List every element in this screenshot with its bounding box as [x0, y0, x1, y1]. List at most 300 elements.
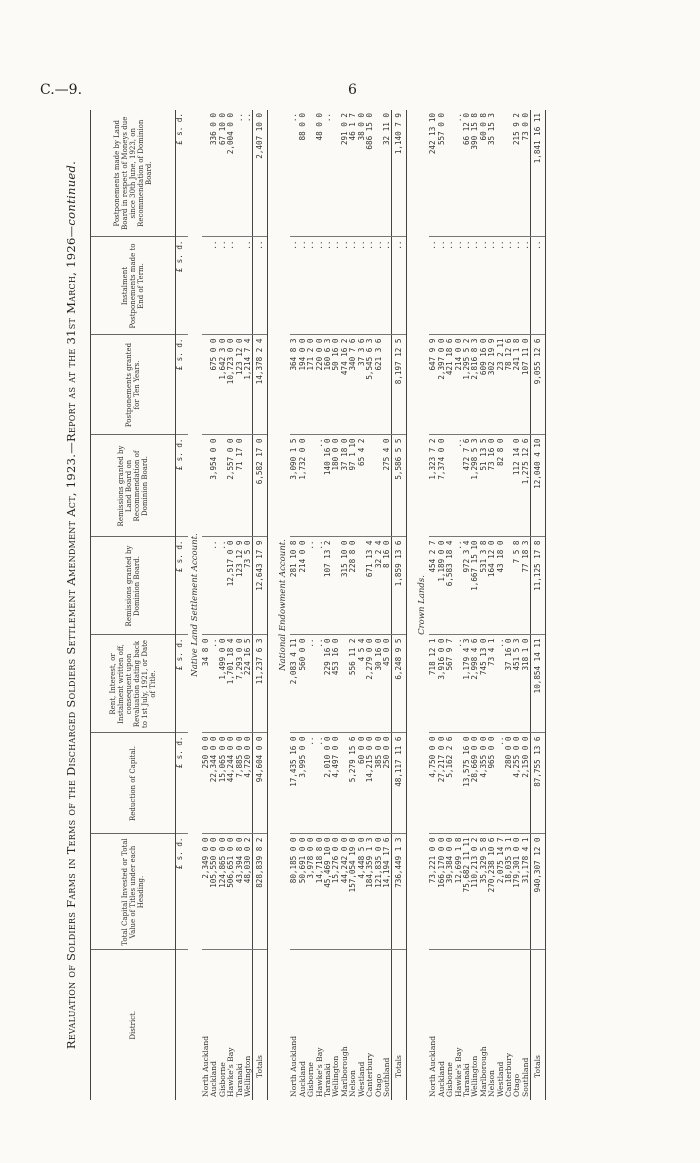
amount-cell: 44,244 0 0 — [227, 733, 235, 834]
amount-cell: .. — [446, 237, 454, 335]
table-row — [244, 110, 253, 1100]
spacer-cell — [268, 110, 277, 1100]
amount-cell: 17,435 16 0 — [290, 733, 298, 834]
amount-cell: 15,065 0 0 — [219, 733, 227, 834]
amount-cell: 385 0 0 — [375, 733, 383, 834]
amount-cell: 451 5 3 — [513, 635, 521, 733]
amount-cell: 124,865 0 0 — [219, 834, 227, 950]
units-label: £ s. d. — [176, 110, 189, 237]
amount-cell: 621 3 6 — [375, 335, 383, 435]
amount-cell: 302 19 9 — [488, 335, 496, 435]
amount-cell: .. — [341, 237, 349, 335]
amount-cell: .. — [497, 237, 505, 335]
amount-cell: 46 1 7 — [349, 110, 357, 237]
totals-label: Totals — [392, 950, 407, 1100]
amount-cell: 10,723 0 0 — [227, 335, 235, 435]
total-amount-cell: 12,040 4 10 — [531, 435, 546, 537]
amount-cell: .. — [455, 237, 463, 335]
amount-cell: .. — [210, 237, 218, 335]
district-name: Wellington — [331, 1055, 341, 1097]
section-heading-row — [276, 110, 290, 1100]
amount-cell: 15,276 0 0 — [332, 834, 340, 950]
units-blank — [176, 950, 189, 1100]
amount-cell: 32 2 4 — [375, 537, 383, 635]
total-amount-cell: 1,859 13 6 — [392, 537, 407, 635]
amount-cell: 39,384 0 0 — [446, 834, 454, 950]
amount-cell: 22,344 0 0 — [210, 733, 218, 834]
amount-cell: 1,179 4 3 — [463, 635, 471, 733]
amount-cell: 336 0 0 — [210, 110, 218, 237]
table-row — [513, 110, 521, 1100]
amount-cell: 2,150 0 0 — [522, 733, 531, 834]
amount-cell: 7,293 0 0 — [236, 635, 244, 733]
total-amount-cell: 94,604 0 0 — [253, 733, 268, 834]
amount-cell: .. — [358, 237, 366, 335]
amount-cell: .. — [227, 237, 235, 335]
totals-row — [253, 110, 268, 1100]
table-row — [383, 110, 392, 1100]
table-row — [324, 110, 332, 1100]
amount-cell: .. — [366, 237, 374, 335]
amount-cell: .. — [236, 110, 244, 237]
total-amount-cell: 48,117 11 6 — [392, 733, 407, 834]
amount-cell: 4,497 0 0 — [332, 733, 340, 834]
amount-cell: 43 18 0 — [497, 537, 505, 635]
district-name: Auckland — [436, 1061, 446, 1097]
amount-cell: 179,301 0 0 — [513, 834, 521, 950]
section-heading: National Endowment Account. — [278, 539, 289, 671]
spacer-row — [268, 110, 277, 1100]
amount-cell: 88 0 0 — [299, 110, 307, 237]
table-row — [236, 110, 244, 1100]
amount-cell: 73,221 0 0 — [429, 834, 437, 950]
total-amount-cell: 14,378 2 4 — [253, 335, 268, 435]
amount-cell: 220 0 0 — [316, 335, 324, 435]
header-row — [91, 110, 176, 1100]
amount-cell: 972 3 4 — [463, 537, 471, 635]
amount-cell: 2,010 0 0 — [324, 733, 332, 834]
amount-cell: 1,214 7 4 — [244, 335, 253, 435]
amount-cell: 50,691 0 0 — [299, 834, 307, 950]
amount-cell: 30 16 0 — [375, 635, 383, 733]
amount-cell: 340 7 6 — [349, 335, 357, 435]
amount-cell: .. — [349, 237, 357, 335]
amount-cell: 123 12 0 — [236, 335, 244, 435]
amount-cell: 1,701 18 4 — [227, 635, 235, 733]
report-title-main: Revaluation of Soldiers Farms in Terms of the Discharged Soldiers Settlement Amendment Act, 1923.—Report as at the 31st March, 1926— — [64, 225, 78, 1050]
amount-cell: 4,720 0 0 — [244, 733, 253, 834]
total-amount-cell: 5,586 5 5 — [392, 435, 407, 537]
amount-cell: 224 16 5 — [244, 635, 253, 733]
amount-cell: 60 0 8 — [480, 110, 488, 237]
district-name: Gisborne — [445, 1062, 455, 1097]
amount-cell: .. — [471, 237, 479, 335]
amount-cell: .. — [497, 635, 505, 733]
amount-cell: 5,279 15 6 — [349, 733, 357, 834]
units-label: £ s. d. — [176, 237, 189, 335]
amount-cell — [497, 110, 505, 237]
amount-cell: 31,178 4 1 — [522, 834, 531, 950]
amount-cell: 364 8 3 — [290, 335, 298, 435]
amount-cell: 73 4 1 — [488, 635, 496, 733]
total-amount-cell: 11,125 17 8 — [531, 537, 546, 635]
amount-cell: 1,732 0 0 — [299, 435, 307, 537]
amount-cell: 180 0 0 — [332, 435, 340, 537]
district-name: Southland — [520, 1057, 530, 1097]
spacer-cell — [407, 110, 416, 1100]
amount-cell: 1,667 15 10 — [471, 537, 479, 635]
amount-cell: 97 1 10 — [349, 435, 357, 537]
district-name: Taranaki — [461, 1063, 471, 1097]
table-row — [358, 110, 366, 1100]
amount-cell: 2,397 0 0 — [438, 335, 446, 435]
table-row — [429, 110, 437, 1100]
amount-cell — [446, 435, 454, 537]
amount-cell: 280 0 0 — [505, 733, 513, 834]
amount-cell: 5,162 2 6 — [446, 733, 454, 834]
totals-label: Totals — [253, 950, 268, 1100]
district-name: Marlborough — [339, 1046, 349, 1097]
amount-cell: 1,298 5 3 — [471, 435, 479, 537]
amount-cell: 4,448 5 0 — [358, 834, 366, 950]
col-remissions-dominion: Remissions granted by Dominion Board. — [91, 537, 176, 635]
amount-cell: 27,217 0 0 — [438, 733, 446, 834]
amount-cell: .. — [480, 237, 488, 335]
amount-cell: 14,215 0 0 — [366, 733, 374, 834]
amount-cell: 1,323 7 2 — [429, 435, 437, 537]
table-row — [455, 110, 463, 1100]
amount-cell: 166,170 0 0 — [438, 834, 446, 950]
amount-cell: .. — [383, 237, 392, 335]
table-row — [488, 110, 496, 1100]
amount-cell: 38 0 0 — [358, 110, 366, 237]
amount-cell: 48 0 0 — [316, 110, 324, 237]
amount-cell: 229 16 0 — [324, 635, 332, 733]
table-row — [505, 110, 513, 1100]
amount-cell: 171 2 0 — [307, 335, 315, 435]
amount-cell: 472 7 6 — [463, 435, 471, 537]
amount-cell — [202, 237, 210, 335]
amount-cell: .. — [299, 237, 307, 335]
amount-cell: 73 5 0 — [244, 537, 253, 635]
col-remissions-land-board: Remissions granted by Land Board on Recommendation of Dominion Board. — [91, 435, 176, 537]
amount-cell: 390 15 8 — [471, 110, 479, 237]
totals-row — [392, 110, 407, 1100]
amount-cell: .. — [210, 537, 218, 635]
total-amount-cell: 11,237 6 3 — [253, 635, 268, 733]
col-reduction-capital: Reduction of Capital. — [91, 733, 176, 834]
amount-cell: 73 0 0 — [522, 110, 531, 237]
amount-cell: 609 16 0 — [480, 335, 488, 435]
district-name: Southland — [381, 1057, 391, 1097]
amount-cell: 5,545 6 3 — [366, 335, 374, 435]
report-title — [64, 110, 78, 1100]
amount-cell: 3,978 0 0 — [307, 834, 315, 950]
district-name: Gisborne — [217, 1062, 227, 1097]
units-label: £ s. d. — [176, 733, 189, 834]
amount-cell: 3,916 0 0 — [438, 635, 446, 733]
amount-cell: 44,242 0 0 — [341, 834, 349, 950]
amount-cell: 567 9 7 — [446, 635, 454, 733]
district-name: Hawke's Bay — [226, 1047, 236, 1097]
amount-cell — [202, 537, 210, 635]
amount-cell: 1,499 0 0 — [219, 635, 227, 733]
total-amount-cell: 8,197 12 5 — [392, 335, 407, 435]
amount-cell: 2,998 4 6 — [471, 635, 479, 733]
amount-cell: 67 10 0 — [219, 110, 227, 237]
table-row — [480, 110, 488, 1100]
amount-cell: 3,090 1 5 — [290, 435, 298, 537]
district-name: Auckland — [209, 1061, 219, 1097]
district-name: North Auckland — [289, 1035, 299, 1097]
table-row — [341, 110, 349, 1100]
col-district: District. — [91, 950, 176, 1100]
amount-cell: 560 0 0 — [299, 635, 307, 733]
amount-cell: 14,718 8 0 — [316, 834, 324, 950]
amount-cell: 140 16 0 — [324, 435, 332, 537]
district-name: Gisborne — [306, 1062, 316, 1097]
amount-cell: .. — [455, 537, 463, 635]
amount-cell: 2,349 0 0 — [202, 834, 210, 950]
amount-cell: 112 14 0 — [513, 435, 521, 537]
amount-cell: 215 9 2 — [513, 110, 521, 237]
total-amount-cell: 6,248 9 5 — [392, 635, 407, 733]
amount-cell: .. — [522, 237, 531, 335]
page-number: 6 — [348, 82, 357, 98]
district-name: Marlborough — [478, 1046, 488, 1097]
district-name: Nelson — [487, 1070, 497, 1097]
total-amount-cell: 10,854 14 11 — [531, 635, 546, 733]
amount-cell: 2,557 0 0 — [227, 435, 235, 537]
amount-cell: 315 10 0 — [341, 537, 349, 635]
units-label: £ s. d. — [176, 537, 189, 635]
amount-cell: 110,213 0 2 — [471, 834, 479, 950]
col-postponements-ten-years: Postponements granted for Ten Years. — [91, 335, 176, 435]
section-heading: Crown Lands. — [417, 575, 428, 635]
amount-cell: 2,816 8 3 — [471, 335, 479, 435]
amount-cell: .. — [316, 537, 324, 635]
amount-cell: 228 8 0 — [349, 537, 357, 635]
total-amount-cell: 87,755 13 6 — [531, 733, 546, 834]
amount-cell: 164 12 0 — [488, 537, 496, 635]
amount-cell: .. — [463, 237, 471, 335]
amount-cell: 250 0 0 — [202, 733, 210, 834]
section-heading-row — [188, 110, 202, 1100]
amount-cell: 557 0 0 — [438, 110, 446, 237]
section-heading-row — [415, 110, 429, 1100]
district-name: Westland — [356, 1061, 366, 1097]
amount-cell: 82 8 0 — [497, 435, 505, 537]
total-amount-cell: 1,841 16 11 — [531, 110, 546, 237]
amount-cell: .. — [324, 237, 332, 335]
table-row — [210, 110, 218, 1100]
amount-cell: 281 10 8 — [290, 537, 298, 635]
amount-cell: 157,054 19 0 — [349, 834, 357, 950]
amount-cell: .. — [497, 733, 505, 834]
amount-cell: 318 1 0 — [522, 635, 531, 733]
amount-cell: 12,699 1 8 — [455, 834, 463, 950]
units-label: £ s. d. — [176, 435, 189, 537]
amount-cell: 671 13 4 — [366, 537, 374, 635]
amount-cell: .. — [219, 237, 227, 335]
amount-cell: .. — [244, 110, 253, 237]
amount-cell: 241 1 8 — [513, 335, 521, 435]
amount-cell: .. — [316, 435, 324, 537]
table-row — [219, 110, 227, 1100]
amount-cell — [383, 335, 392, 435]
district-name: Auckland — [297, 1061, 307, 1097]
amount-cell: 48,030 0 2 — [244, 834, 253, 950]
table-row — [349, 110, 357, 1100]
col-postponements-land-board: Postponements made by Land Board in respect of Moneys due since 30th June, 1923, on Recommendation of Dominion Board. — [91, 110, 176, 237]
table-row — [497, 110, 505, 1100]
units-label: £ s. d. — [176, 335, 189, 435]
amount-cell: .. — [307, 635, 315, 733]
amount-cell: .. — [455, 635, 463, 733]
amount-cell: 71 17 0 — [236, 435, 244, 537]
amount-cell: 1,642 3 0 — [219, 335, 227, 435]
units-label: £ s. d. — [176, 635, 189, 733]
table-row — [438, 110, 446, 1100]
amount-cell — [307, 435, 315, 537]
amount-cell: 50 16 0 — [332, 335, 340, 435]
district-name: Westland — [495, 1061, 505, 1097]
total-amount-cell: 2,407 10 0 — [253, 110, 268, 237]
amount-cell: .. — [505, 237, 513, 335]
amount-cell: 270,238 10 6 — [488, 834, 496, 950]
total-amount-cell: 940,307 12 0 — [531, 834, 546, 950]
amount-cell: 242 13 10 — [429, 110, 437, 237]
amount-cell: 123 12 9 — [236, 537, 244, 635]
amount-cell: 718 12 1 — [429, 635, 437, 733]
revaluation-table — [90, 110, 546, 1100]
table-row — [522, 110, 531, 1100]
amount-cell: 3,995 0 0 — [299, 733, 307, 834]
amount-cell: 51 13 5 — [480, 435, 488, 537]
table-row — [202, 110, 210, 1100]
district-name: North Auckland — [201, 1035, 210, 1097]
amount-cell: 1,275 12 6 — [522, 435, 531, 537]
total-amount-cell: .. — [392, 237, 407, 335]
amount-cell: 7 5 8 — [513, 537, 521, 635]
amount-cell: 107 13 2 — [324, 537, 332, 635]
amount-cell: 75,682 11 11 — [463, 834, 471, 950]
amount-cell: 34 8 0 — [202, 635, 210, 733]
amount-cell: 675 0 0 — [210, 335, 218, 435]
report-table-container — [90, 110, 546, 1100]
total-amount-cell: 1,140 7 9 — [392, 110, 407, 237]
total-amount-cell: 12,643 17 9 — [253, 537, 268, 635]
amount-cell: 43,394 8 0 — [236, 834, 244, 950]
amount-cell: 7,885 0 0 — [236, 733, 244, 834]
totals-label: Totals — [531, 950, 546, 1100]
document-code: C.—9. — [40, 82, 83, 98]
amount-cell: 275 4 0 — [383, 435, 392, 537]
col-written-off: Rent, Interest, or Instalment written off, consequent upon Revaluation dating back to 1st July, 1921, or Date of Title. — [91, 635, 176, 733]
amount-cell: 250 0 0 — [383, 733, 392, 834]
spacer-row — [407, 110, 416, 1100]
table-row — [375, 110, 383, 1100]
amount-cell: 18,035 3 1 — [505, 834, 513, 950]
amount-cell: 35,329 5 8 — [480, 834, 488, 950]
amount-cell: 35 15 3 — [488, 110, 496, 237]
amount-cell: .. — [316, 635, 324, 733]
district-name: Canterbury — [365, 1052, 375, 1097]
amount-cell: 4,750 0 0 — [429, 733, 437, 834]
units-row — [176, 110, 189, 1100]
amount-cell: 556 11 2 — [349, 635, 357, 733]
amount-cell: 686 15 0 — [366, 110, 374, 237]
table-row — [227, 110, 235, 1100]
amount-cell: 453 16 0 — [332, 635, 340, 733]
amount-cell — [244, 435, 253, 537]
amount-cell: 45 0 0 — [383, 635, 392, 733]
amount-cell: 73 16 0 — [488, 435, 496, 537]
amount-cell: 105,550 0 0 — [210, 834, 218, 950]
amount-cell: 37 3 6 — [358, 335, 366, 435]
amount-cell: 7,374 0 0 — [438, 435, 446, 537]
amount-cell: 8 16 0 — [383, 537, 392, 635]
section-heading: Native Land Settlement Account. — [190, 533, 200, 677]
table-row — [299, 110, 307, 1100]
amount-cell: 2,279 0 0 — [366, 635, 374, 733]
amount-cell: 506,651 0 0 — [227, 834, 235, 950]
amount-cell: .. — [429, 237, 437, 335]
amount-cell: 3,954 0 0 — [210, 435, 218, 537]
district-name: Otago — [373, 1073, 383, 1097]
district-name: Otago — [512, 1073, 522, 1097]
amount-cell: 65 4 2 — [358, 435, 366, 537]
amount-cell: 23 2 11 — [497, 335, 505, 435]
amount-cell: 28,669 0 0 — [471, 733, 479, 834]
table-row — [463, 110, 471, 1100]
amount-cell: .. — [316, 733, 324, 834]
amount-cell: 4 5 4 — [358, 635, 366, 733]
total-amount-cell: .. — [531, 237, 546, 335]
amount-cell: 745 13 0 — [480, 635, 488, 733]
total-amount-cell: 9,055 12 6 — [531, 335, 546, 435]
amount-cell: 214 0 0 — [299, 537, 307, 635]
amount-cell: 4,355 0 0 — [480, 733, 488, 834]
district-name: North Auckland — [428, 1035, 438, 1097]
amount-cell: 194 0 0 — [299, 335, 307, 435]
amount-cell: .. — [290, 237, 298, 335]
amount-cell: 45,469 10 0 — [324, 834, 332, 950]
rotated-report — [64, 110, 644, 1100]
table-row — [290, 110, 298, 1100]
district-name: Nelson — [348, 1070, 358, 1097]
amount-cell: .. — [307, 733, 315, 834]
amount-cell: .. — [307, 537, 315, 635]
amount-cell — [236, 237, 244, 335]
table-row — [316, 110, 324, 1100]
amount-cell: 14,194 17 6 — [383, 834, 392, 950]
amount-cell: 78 12 6 — [505, 335, 513, 435]
district-name: Taranaki — [234, 1063, 244, 1097]
amount-cell: 965 0 0 — [488, 733, 496, 834]
amount-cell: .. — [438, 237, 446, 335]
district-name: Wellington — [470, 1055, 480, 1097]
district-name: Taranaki — [323, 1063, 333, 1097]
total-amount-cell: 736,449 1 3 — [392, 834, 407, 950]
amount-cell: 107 11 0 — [522, 335, 531, 435]
amount-cell — [366, 435, 374, 537]
total-amount-cell: 6,582 17 0 — [253, 435, 268, 537]
amount-cell: .. — [513, 237, 521, 335]
amount-cell: 421 18 6 — [446, 335, 454, 435]
amount-cell: 2,004 0 0 — [227, 110, 235, 237]
amount-cell: 1,189 0 0 — [438, 537, 446, 635]
